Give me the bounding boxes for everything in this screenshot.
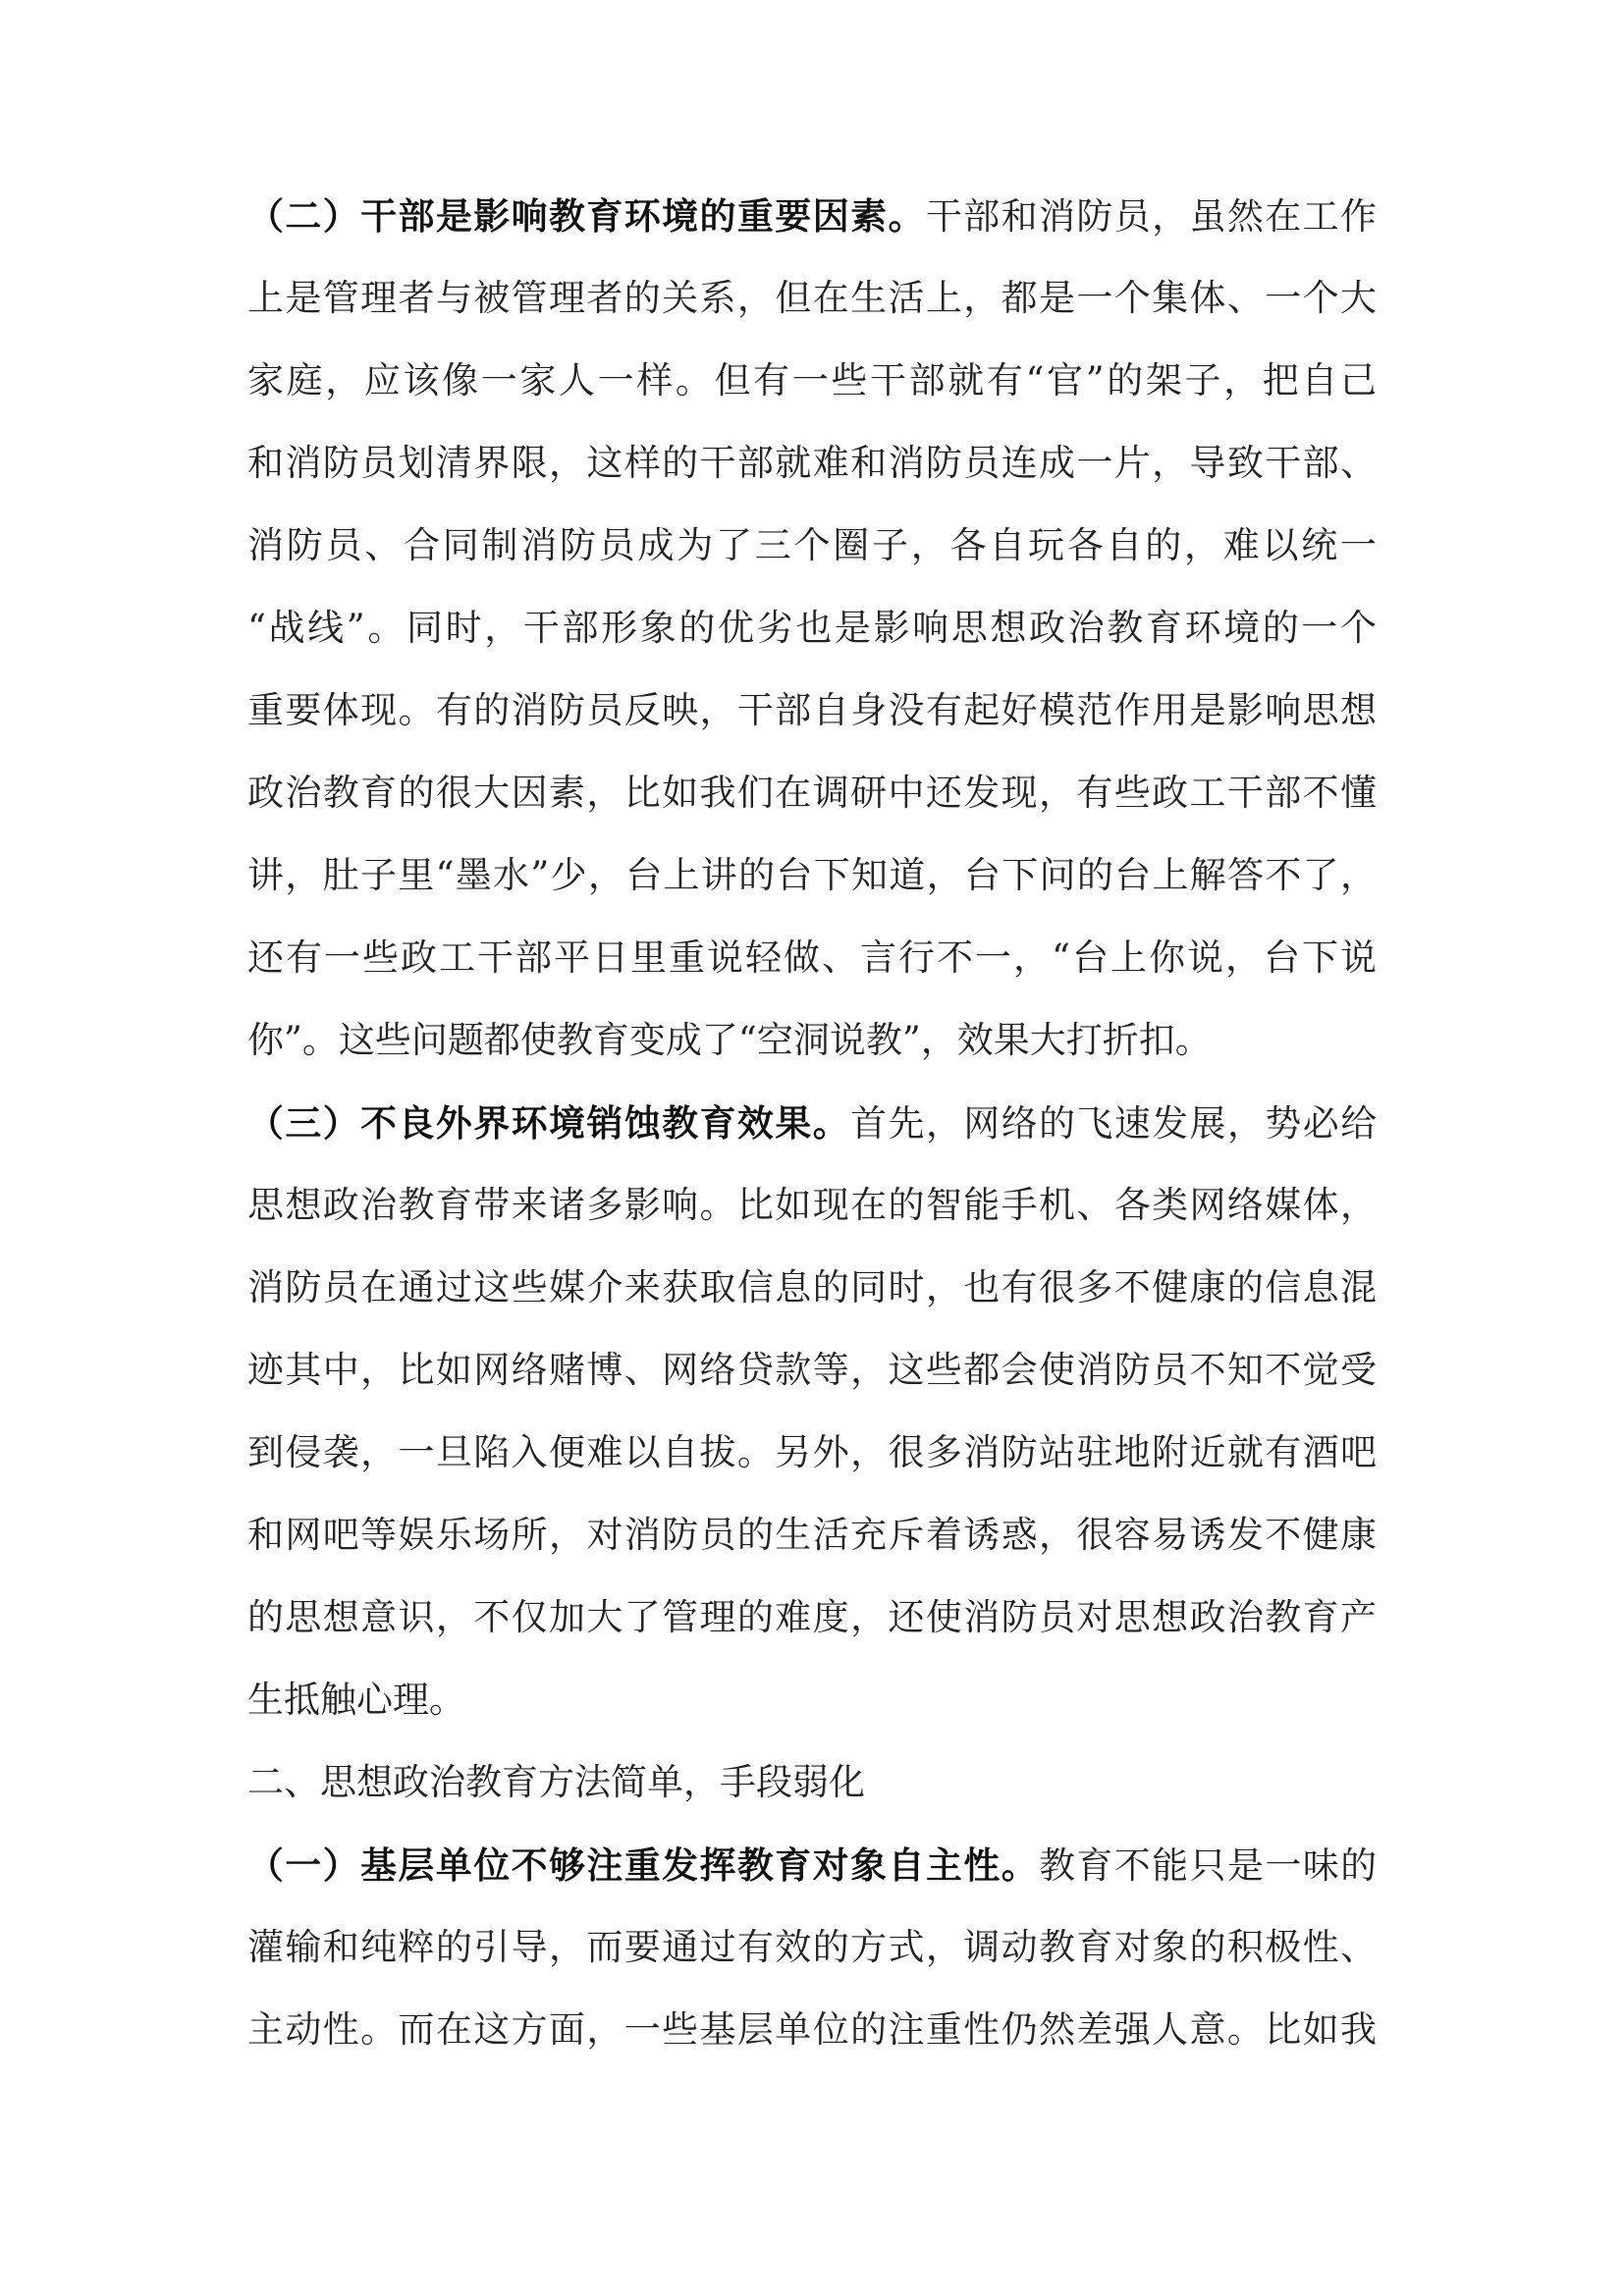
- body-text: 生抵触心理。: [247, 1679, 465, 1721]
- body-text: 和消防员划清界限，这样的干部就难和消防员连成一片，导致干部、: [247, 442, 1377, 484]
- section-heading: （三）不良外界环境销蚀教育效果。: [247, 1101, 851, 1145]
- body-text: 思想政治教育带来诸多影响。比如现在的智能手机、各类网络媒体，: [247, 1184, 1377, 1226]
- body-text: 消防员在通过这些媒介来获取信息的同时，也有很多不健康的信息混: [247, 1266, 1377, 1308]
- body-line: [247, 764, 1377, 823]
- body-text: 首先，网络的飞速发展，势必给: [850, 1102, 1378, 1145]
- body-line: [247, 1258, 1377, 1317]
- paragraph-heading-line: [247, 1094, 1377, 1152]
- body-line: [247, 1423, 1377, 1482]
- section-title-text: 二、思想政治教育方法简单，手段弱化: [247, 1761, 865, 1803]
- body-text: 讲，肚子里“墨水”少，台上讲的台下知道，台下问的台上解答不了，: [247, 854, 1377, 896]
- body-text: 政治教育的很大因素，比如我们在调研中还发现，有些政工干部不懂: [247, 772, 1377, 814]
- body-line: [247, 1588, 1377, 1647]
- body-text: 上是管理者与被管理者的关系，但在生活上，都是一个集体、一个大: [247, 277, 1377, 319]
- body-line: [247, 681, 1377, 740]
- section-heading: （一）基层单位不够注重发挥教育对象自主性。: [247, 1843, 1040, 1887]
- body-line: [247, 1176, 1377, 1235]
- section-heading: （二）干部是影响教育环境的重要因素。: [247, 194, 926, 238]
- body-line: [247, 1506, 1377, 1565]
- body-line: [247, 599, 1377, 658]
- body-text: 消防员、合同制消防员成为了三个圈子，各自玩各自的，难以统一: [247, 524, 1377, 566]
- body-text: 和网吧等娱乐场所，对消防员的生活充斥着诱惑，很容易诱发不健康: [247, 1514, 1377, 1556]
- body-line: [247, 1011, 1377, 1070]
- body-text: “战线”。同时，干部形象的优劣也是影响思想政治教育环境的一个: [247, 607, 1377, 649]
- body-text: 主动性。而在这方面，一些基层单位的注重性仍然差强人意。比如我: [247, 2008, 1377, 2051]
- body-text: 还有一些政工干部平日里重说轻做、言行不一，“台上你说，台下说: [247, 936, 1377, 979]
- body-text: 灌输和纯粹的引导，而要通过有效的方式，调动教育对象的积极性、: [247, 1926, 1377, 1968]
- body-line: [247, 516, 1377, 575]
- body-text: 家庭，应该像一家人一样。但有一些干部就有“官”的架子，把自己: [247, 359, 1377, 401]
- body-line: [247, 846, 1377, 905]
- section-title: [247, 1753, 1377, 1812]
- body-line: [247, 1341, 1377, 1400]
- body-text: 教育不能只是一味的: [1039, 1844, 1378, 1887]
- paragraph-heading-line: [247, 1836, 1377, 1895]
- body-text: 你”。这些问题都使教育变成了“空洞说教”，效果大打折扣。: [247, 1019, 1212, 1061]
- body-line: [247, 351, 1377, 410]
- body-line: [247, 929, 1377, 988]
- body-text: 的思想意识，不仅加大了管理的难度，还使消防员对思想政治教育产: [247, 1596, 1377, 1638]
- body-line: [247, 1918, 1377, 1977]
- body-line: [247, 269, 1377, 328]
- body-text: 迹其中，比如网络赌博、网络贷款等，这些都会使消防员不知不觉受: [247, 1349, 1377, 1391]
- body-line: [247, 1671, 1377, 1730]
- body-line: [247, 2001, 1377, 2059]
- body-text: 到侵袭，一旦陷入便难以自拔。另外，很多消防站驻地附近就有酒吧: [247, 1431, 1377, 1473]
- body-text: 干部和消防员，虽然在工作: [925, 195, 1377, 238]
- paragraph-heading-line: [247, 187, 1377, 245]
- body-line: [247, 434, 1377, 493]
- body-text: 重要体现。有的消防员反映，干部自身没有起好模范作用是影响思想: [247, 689, 1377, 731]
